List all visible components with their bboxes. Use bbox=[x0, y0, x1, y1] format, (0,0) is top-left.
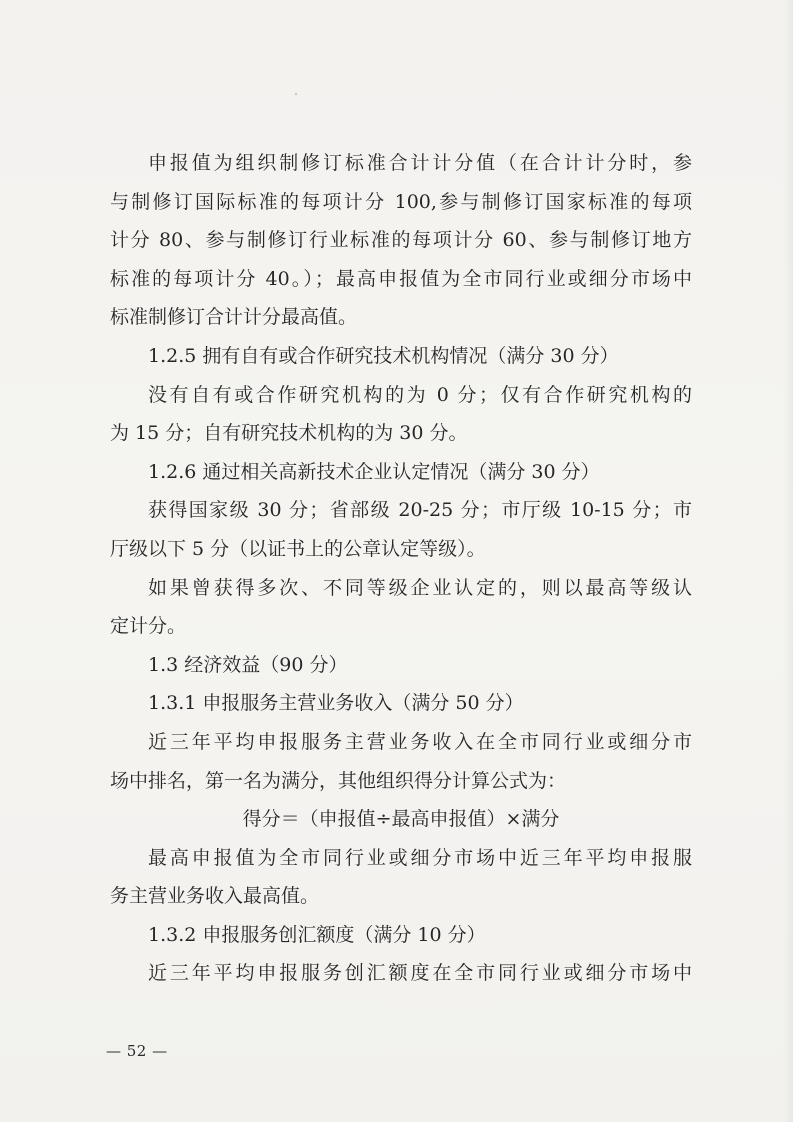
paragraph-line: 近三年平均申报服务主营业务收入在全市同行业或细分市 bbox=[148, 730, 692, 753]
section-heading: 1.3 经济效益（90 分） bbox=[148, 653, 348, 676]
paragraph-line: 厅级以下 5 分（以证书上的公章认定等级）。 bbox=[110, 537, 486, 560]
paragraph-line: 标准制修订合计计分最高值。 bbox=[110, 306, 358, 329]
paragraph-line: 最高申报值为全市同行业或细分市场中近三年平均申报服 bbox=[148, 846, 692, 869]
paragraph-line: 为 15 分；自有研究技术机构的为 30 分。 bbox=[110, 422, 468, 445]
section-heading: 1.2.5 拥有自有或合作研究技术机构情况（满分 30 分） bbox=[148, 344, 619, 367]
scan-speck bbox=[295, 93, 297, 95]
paragraph-line: 与制修订国际标准的每项计分 100,参与制修订国家标准的每项 bbox=[110, 190, 692, 213]
paragraph-line: 如果曾获得多次、不同等级企业认定的，则以最高等级认 bbox=[148, 576, 692, 599]
paragraph-line: 标准的每项计分 40。）；最高申报值为全市同行业或细分市场中 bbox=[110, 267, 692, 290]
scan-edge-shadow bbox=[783, 0, 793, 1122]
page-number: — 52 — bbox=[106, 1042, 168, 1060]
formula-line: 得分＝（申报值÷最高申报值）×满分 bbox=[242, 808, 560, 831]
paragraph-line: 定计分。 bbox=[110, 615, 187, 638]
paragraph-line: 获得国家级 30 分；省部级 20-25 分；市厅级 10-15 分；市 bbox=[148, 499, 692, 522]
paragraph-line: 申报值为组织制修订标准合计计分值（在合计计分时，参 bbox=[148, 152, 692, 174]
section-heading: 1.3.1 申报服务主营业务收入（满分 50 分） bbox=[148, 692, 524, 715]
paragraph-line: 近三年平均申报服务创汇额度在全市同行业或细分市场中 bbox=[148, 962, 692, 985]
paragraph-line: 没有自有或合作研究机构的为 0 分；仅有合作研究机构的 bbox=[148, 383, 692, 406]
section-heading: 1.2.6 通过相关高新技术企业认定情况（满分 30 分） bbox=[148, 460, 600, 483]
body-text bbox=[110, 144, 692, 993]
paragraph-line: 计分 80、参与制修订行业标准的每项计分 60、参与制修订地方 bbox=[110, 229, 692, 252]
paragraph-line: 场中排名，第一名为满分，其他组织得分计算公式为： bbox=[110, 769, 567, 792]
section-heading: 1.3.2 申报服务创汇额度（满分 10 分） bbox=[148, 923, 486, 946]
paragraph-line: 务主营业务收入最高值。 bbox=[110, 885, 320, 908]
